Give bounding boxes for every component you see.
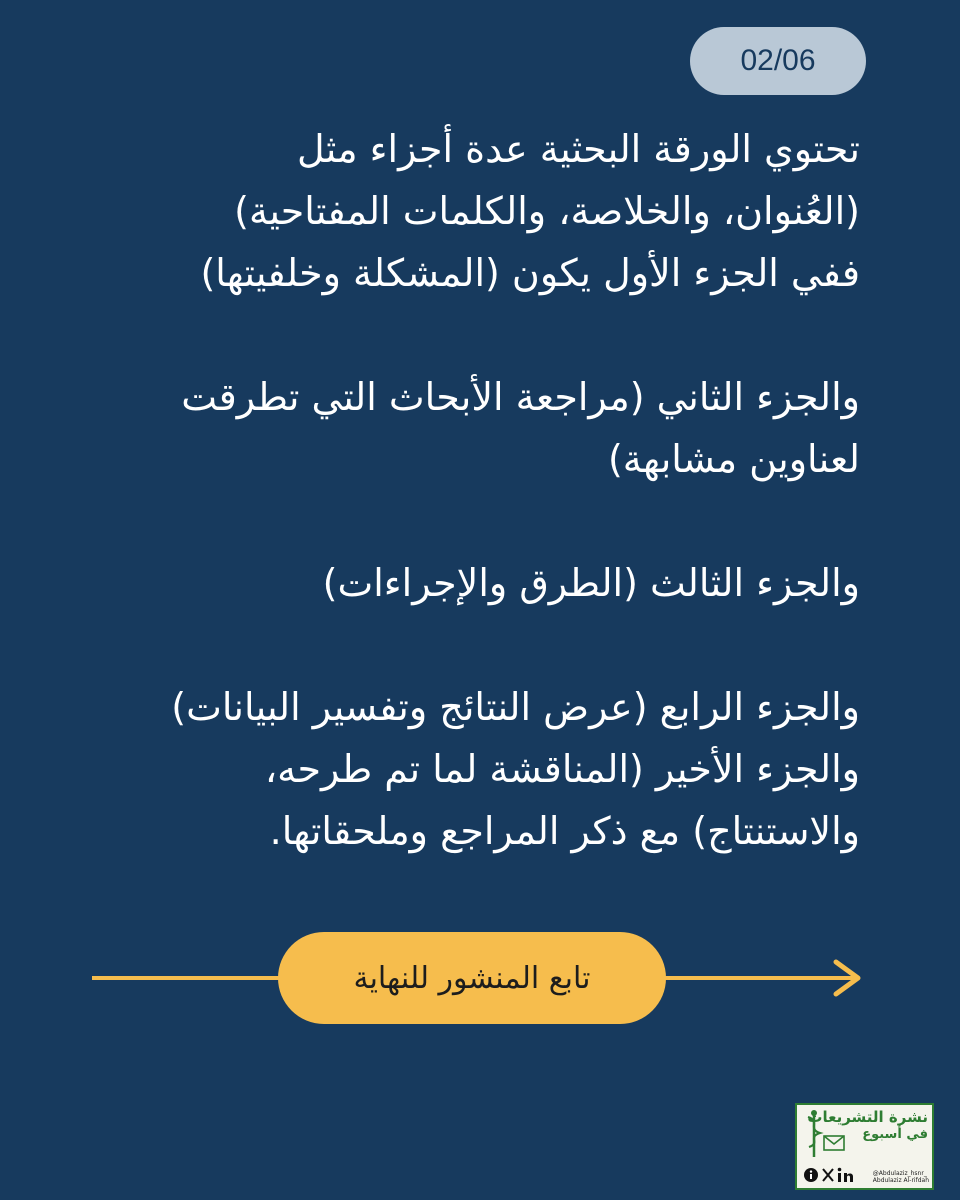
text-line: والجزء الثالث (الطرق والإجراءات) — [322, 561, 860, 605]
page-counter: 02/06 — [740, 44, 816, 77]
text-line: لعناوين مشابهة) — [607, 437, 860, 481]
mail-icon — [823, 1135, 845, 1151]
page-counter-badge — [690, 27, 866, 95]
text-line: والجزء الثاني (مراجعة الأبحاث التي تطرقت — [181, 375, 860, 419]
newsletter-logo — [795, 1103, 934, 1190]
paragraph-1 — [80, 118, 860, 304]
text-line: (العُنوان، والخلاصة، والكلمات المفتاحية) — [234, 189, 860, 233]
text-line: والجزء الأخير (المناقشة لما تم طرحه، — [264, 747, 860, 791]
x-icon — [821, 1167, 835, 1183]
paragraph-2 — [80, 366, 860, 490]
paragraph-4 — [80, 676, 860, 862]
handle-2: Abdulaziz Al-rifdah — [872, 1177, 929, 1184]
handle-1: @Abdulaziz_hsnr_ — [872, 1170, 927, 1177]
linkedin-icon — [837, 1167, 855, 1183]
body-text — [80, 118, 860, 862]
continue-reading-button[interactable] — [278, 932, 666, 1024]
social-handles — [873, 1170, 929, 1184]
text-line: ففي الجزء الأول يكون (المشكلة وخلفيتها) — [200, 251, 860, 295]
social-icons — [803, 1167, 855, 1183]
text-line: والجزء الرابع (عرض النتائج وتفسير البيانات) — [171, 685, 860, 729]
paragraph-3 — [80, 552, 860, 614]
text-line: والاستنتاج) مع ذكر المراجع وملحقاتها. — [269, 809, 860, 853]
logo-subtitle: في أسبوع — [862, 1127, 928, 1142]
continue-label: تابع المنشور للنهاية — [353, 960, 591, 996]
info-icon — [803, 1167, 819, 1183]
arrow-right-icon — [830, 958, 866, 998]
logo-title: نشرة التشريعات — [807, 1108, 928, 1126]
text-line: تحتوي الورقة البحثية عدة أجزاء مثل — [296, 127, 860, 171]
